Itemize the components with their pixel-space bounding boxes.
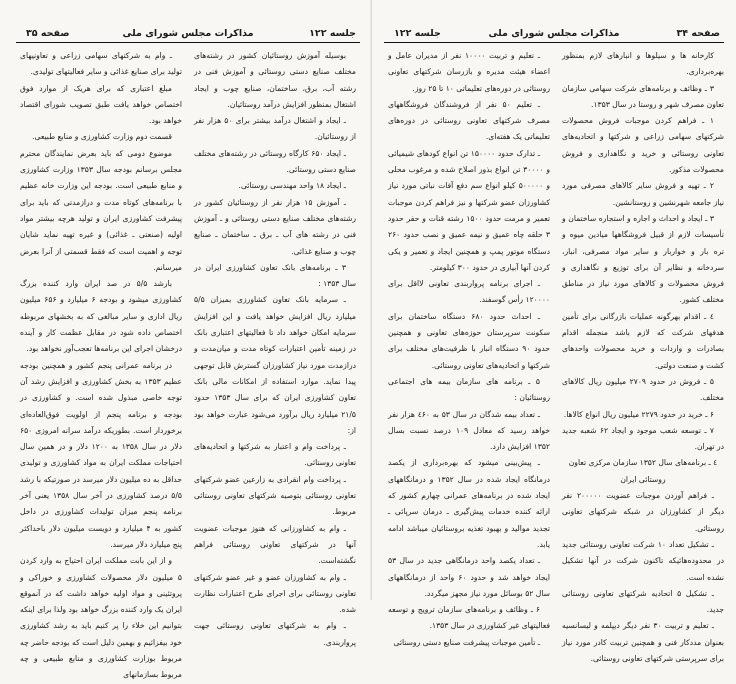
paragraph: ـ فراهم آوردن موجبات عضویت ۲۰۰۰۰۰ نفر دیگر از کشاورزان در شبکه شرکتهای تعاونی روستائی. — [562, 491, 724, 533]
right-page-header — [384, 28, 724, 43]
section-heading: ۶ ـ وظائف و برنامه‌های سازمان ترویج و توسعه فعالیتهای غیر کشاورزی در سال ۱۳۵۳. — [388, 605, 550, 631]
section-heading: ۳ ـ وظائف و برنامه‌های شرکت سهامی سازمان تعاون مصرف شهر و روستا در سال ۱۳۵۳. — [562, 83, 724, 109]
paragraph: مبلغ اعتباری که برای هریک از موارد فوق اختصاص خواهد یافت طبق تصویب شورای اقتصاد خواهد بود. — [20, 83, 182, 126]
paragraph: ـ تشکیل ۵ اتحادیه شرکتهای تعاونی روستائی جدید. — [562, 588, 724, 615]
running-title: مذاکرات مجلس شورای ملی — [122, 28, 254, 39]
paragraph: ـ وام به شرکتهای تعاونی روستائی جهت پرواربندی. — [194, 621, 356, 647]
paragraph: ـ وام به کشاورزانی که هنوز موجبات عضویت آنها در شرکتهای تعاونی روستائی فراهم نگشته‌است. — [194, 523, 356, 566]
paragraph: ـ تعداد بیمه شدگان در سال ۵۳ به ٤۶۰ هزار نفر خواهد رسید که معادل ۱۰۹ درصد نسبت بسال ۱۳۵۲ افزایش دارد. — [388, 409, 550, 452]
paragraph: ـ تدارک حدود ۱۵۰۰۰۰ تن انواع کودهای شیمیائی و ۳۰۰۰۰ تن انواع بذور اصلاح شده و مرغوب محلی و ۵۰۰۰۰۰ کیلو انواع سم دفع آفات نباتی مورد نیاز کشاورزان عضو شرکتها و نیز فراهم کردن موجبات تعمیر و مرمت حدود ۱۵۰۰ رشته قنات و حفر حدود ۳ حلقه چاه عمیق و نیمه عمیق و نصب حدود ۲۶۰ دستگاه موتور پمپ و همچنین ایجاد و تعمیر و یکی کردن آنها آبیاری در حدود ۳۰۰ کیلومتر. — [388, 148, 550, 272]
paragraph: ـ احداث حدود ۶۸۰ دستگاه ساختمان برای سکونت سرپرستان حوزه‌های تعاونی و همچنین حدود ۹۰ دستگاه انبار با ظرفیت‌های مختلف برای شرکتها و اتحادیه‌های تعاونی روستائی. — [388, 311, 550, 370]
paragraph: ـ آموزش ۱۵ هزار نفر از روستائیان کشور در رشته‌های مختلف صنایع دستی روستائی و ـ آموزش فنی در رشته های آب ـ برق ـ ساختمان ـ صنایع چوب و صنایع غذائی. — [194, 197, 356, 256]
page-number: صفحه ۳۵ — [26, 28, 70, 39]
paragraph: ۷ ـ توسعه شعب موجود و ایجاد ۶۲ شعبه جدید در تهران. — [562, 425, 724, 452]
text-column-left — [388, 48, 550, 667]
paragraph: ۶ ـ خرید در حدود ۲۲۷۹ میلیون ریال انواع کالاها. — [563, 409, 714, 419]
paragraph: ـ پیش‌بینی میشود که بهره‌برداری از یکصد درمانگاه ایجاد شده در سال ۱۳۵۲ و درمانگاههای ایجاد شده در برنامه‌های عمرانی چهارم کشور که ارائه کننده خدمات پیش‌گیری ـ درمان سرپائی ـ تجدید موالید و بهبود تغذیه بروستائیان میباشد ادامه یابد. — [388, 458, 550, 549]
paragraph: ٤ ـ اقدام بهرگونه عملیات بازرگانی برای تأمین هدفهای شرکت که لازم باشد منجمله اقدام بصادرات و واردات و خرید محصولات واحدهای کشت و صنعت دولتی. — [562, 311, 724, 370]
text-column-left — [20, 48, 182, 684]
paragraph: ۳ ـ ایجاد و احداث و اجاره و استجاره ساختمان و تأسیسات لازم از قبیل فروشگاهها میادین میوه و تره بار و خواربار و سایر مواد مصرفی، انبار، سردخانه و نظایر آن برای توزیع و نگاهداری و فروش محصولات و کالاهای مورد نیاز در مناطق مختلف کشور. — [562, 213, 724, 305]
paragraph: ـ ایجاد ۱۸ واحد مهندسی روستائی. — [238, 181, 346, 191]
paragraph: ـ سرمایه بانک تعاون کشاورزی بمیزان ۵/۵ میلیارد ریال افزایش خواهد یافت و این افزایش سرمایه امکان خواهد داد تا فعالیتهای اعتباری بانک در زمینه تأمین اعتبارات کوتاه مدت و میان‌مدت و درازمدت مورد نیاز کشاورزان گسترش قابل توجهی پیدا نماید. موارد استفاده از امکانات مالی بانک تعاون کشاورزی ایران که برای سال ۱۳۵۳ حدود ۲۱/۵ میلیارد ریال برآورد می‌شود عبارت خواهد بود از: — [194, 295, 356, 435]
right-page — [372, 0, 736, 663]
paragraph: ـ ایجاد و اشتغال درآمد بیشتر برای ۵۰ هزار نفر از روستائیان. — [194, 116, 356, 142]
paragraph: ـ تعداد یکصد واحد درمانگاهی جدید در سال ۵۳ ایجاد خواهد شد و حدود ۶۰ واحد از درمانگاههای سال ۵۲ بوسائل مورد نیاز مجهز میگردد. — [388, 556, 550, 598]
right-page-columns — [388, 48, 724, 667]
paragraph: ـ تعلیم و تربیت ۱۰۰۰۰ نفر از مدیران عامل و اعضاء هیئت مدیره و بازرسان شرکتهای تعاونی روستائی در دوره‌های تعلیماتی ۱۰ تا ۲۵ روز. — [388, 51, 550, 93]
paragraph: ـ تأمین موجبات پیشرفت صنایع دستی روستائی — [393, 637, 540, 647]
left-page-header — [16, 28, 360, 43]
paragraph: ۵ ـ فروش در حدود ۲۷۰۹ میلیون ریال کالاهای مختلف. — [562, 376, 724, 403]
text-column-right — [562, 48, 724, 667]
paragraph: ۱ ـ فراهم کردن موجبات فروش محصولات شرکتهای سهامی زراعی و شرکتها و اتحادیه‌های تعاونی روستائی و خرید و نگاهداری و فروش محصولات مذکور. — [562, 116, 724, 175]
paragraph: ـ پرداخت وام و اعتبار به شرکتها و اتحادیه‌های تعاونی روستائی. — [194, 442, 356, 468]
paragraph: کارخانه ها و سیلوها و انبارهای لازم بمنظور بهره‌برداری. — [562, 51, 724, 77]
paragraph: و از این بابت مملکت ایران احتیاج به وارد کردن ۵ میلیون دلار محصولات کشاورزی و خوراکی و پروتئینی و مواد اولیه خواهد داشت که در آنموقع ایران یک وارد کننده بزرگ خواهد بود ولذا برای اینکه بتوانیم این خلاء را پر کنیم باید به رشد کشاورزی خود بیفزائیم و بهمین دلیل است که بودجه حاضر چه مربوط بوزارت کشاورزی و منابع طبیعی و چه مربوط بسازمانهای — [20, 556, 182, 680]
paragraph: بوسیله آموزش روستائیان کشور در رشته‌های مختلف صنایع دستی روستائی و آموزش فنی در رشته آب، برق، ساختمان، صنایع چوب و ایجاد اشتغال بمنظور افزایش درآمد روستائیان. — [194, 51, 356, 109]
paragraph: بارشد ۵/۵ در صد ایران وارد کننده بزرگ کشاورزی میشود و بودجه ۶ میلیارد و ۶۵۶ میلیون ریال اداری و سایر مبالغی که به بخشهای مربوطه اختصاص داده شود در مقابل عظمت کار و آینده درخشان اجرای این برنامه‌ها تعجب‌آور نخواهد بود. — [20, 279, 183, 354]
paragraph: ـ اجرای برنامه پرواربندی تعاونی لااقل برای ۱۲۰۰۰۰ رأس گوسفند. — [388, 279, 550, 305]
paragraph: در برنامه عمرانی پنجم کشور و همچنین بودجه عظیم ۱۳۵۳ به بخش کشاورزی و افزایش رشد آن توجه خاصی مبذول شده است. و کشاورزی در بودجه و برنامه پنجم از اولویت فوق‌العاده‌ای برخوردار است. بطوریکه درآمد سرانه امروزی ۶۵۰ دلار در سال ۱۳۵۸ به ۱۲۰۰ دلار و در همین سال احتیاجات مملکت ایران به مواد کشاورزی و تولیدی حداقل به ده میلیون دلار میرسد در صورتیکه با رشد ۵/۵ درصد کشاورزی در آخر سال ۱۳۵۸ یعنی آخر برنامه پنجم میزان تولیدات کشاورزی در داخل کشور به ۴ میلیارد و دویست میلیون دلار باحداکثر پنج میلیارد دلار میرسد. — [20, 360, 182, 549]
session-number: جلسه ۱۲۲ — [309, 28, 356, 39]
left-page-columns — [20, 48, 356, 684]
paragraph: ـ تشکیل تعداد ۱۰ شرکت تعاونی روستائی جدید در محدوده‌هائیکه تاکنون شرکت در آنها تشکیل نشده است. — [562, 539, 724, 582]
running-title: مذاکرات مجلس شورای ملی — [488, 28, 620, 39]
section-heading: ۵ ـ برنامه های سازمان بیمه های اجتماعی روستائیان : — [388, 376, 550, 403]
paragraph: ـ تعلیم ۵۰ نفر از فروشندگان فروشگاههای مصرف شرکتهای تعاونی روستائی در دوره‌های تعلیماتی یک هفته‌ای. — [388, 99, 550, 142]
section-heading: ۳ ـ برنامه‌های بانک تعاون کشاورزی ایران در سال ۱۳۵۳ : — [194, 262, 356, 289]
section-heading: قسمت دوم وزارت کشاورزی و منابع طبیعی. — [32, 132, 172, 142]
paragraph: ـ وام به شرکتهای سهامی زراعی و تعاونیهای تولید برای صنایع غذائی و سایر فعالیتهای تولیدی. — [20, 51, 182, 77]
paragraph: ـ وام به کشاورزان عضو و غیر عضو شرکتهای تعاونی روستائی برای اجرای طرح اعتبارات نظارت شده. — [194, 572, 356, 615]
session-number: جلسه ۱۲۲ — [394, 28, 441, 39]
page-number: صفحه ۳۴ — [676, 28, 720, 39]
paragraph: ـ ایجاد ۶۵۰ کارگاه روستائی در رشته‌های مختلف صنایع دستی روستائی. — [194, 148, 356, 175]
paragraph: موضوع دومی که باید بعرض نمایندگان محترم مجلس برسانم بودجه سال ۱۳۵۳ وزارت کشاورزی و منابع طبیعی است. بودجه این وزارت خانه عظیم با برنامه‌های کوتاه مدت و درازمدتی که باید برای پیشرفت کشاورزی ایران و تولید هرچه بیشتر مواد اولیه (صنعتی ـ غذائی) و غیره تهیه نماید شایان توجه و اهمیت است که فقط قسمتی از آنرا بعرض میرسانم. — [20, 148, 182, 272]
text-column-right — [194, 48, 356, 684]
paragraph: ـ پرداخت وام انفرادی به زارعین عضو شرکتهای تعاونی روستائی بتوصیه شرکتهای تعاونی روستائی مربوط. — [194, 474, 356, 517]
paragraph: ـ تعلیم و تربیت ۳۰ نفر دیگر دیپلمه و لیسانسیه بعنوان مددکار فنی و همچنین تربیت کادر مورد نیاز برای سرپرستی شرکتهای تعاونی روستائی. — [562, 621, 724, 663]
section-heading: ٤ ـ برنامه‌های سال ۱۳۵۲ سازمان مرکزی تعاون روستائی ایران — [568, 458, 718, 484]
paragraph: ۲ ـ تهیه و فروش سایر کالاهای مصرفی مورد نیاز جامعه شهرنشین و روستانشین. — [562, 181, 724, 207]
